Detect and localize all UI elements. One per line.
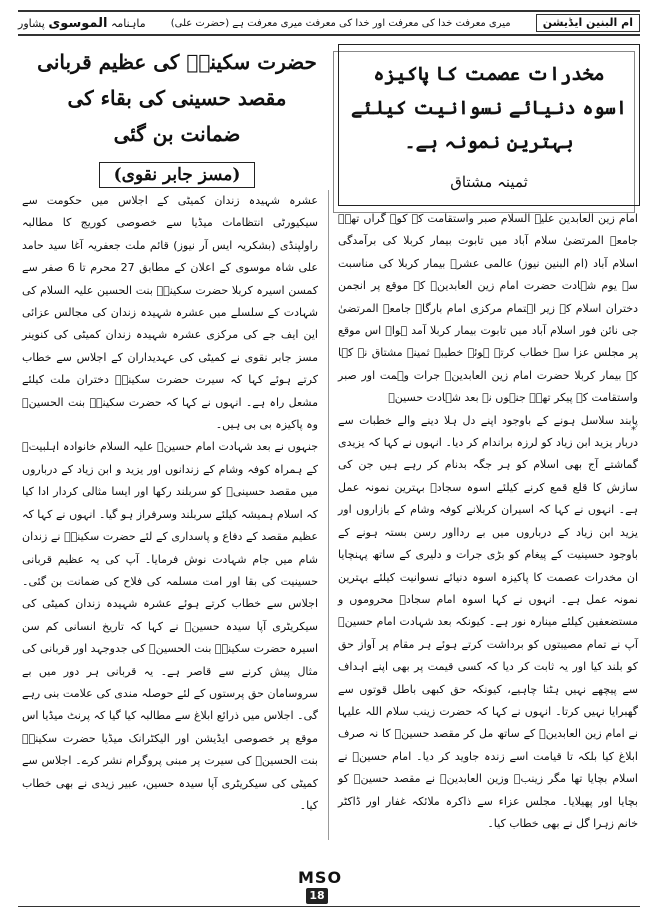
right-article-body	[338, 208, 638, 835]
footer-rule	[18, 906, 640, 907]
footer-logo: MSO	[298, 868, 343, 887]
magazine-page	[18, 10, 640, 910]
right-paragraph: امام زین العابدین علیہ السلام صبر واستقامت کے کوہ گراں تھے۔ جامعۃ المرتضیٰ سلام آباد میں تابوت بیمار کربلا کی برآمدگی اسلام آباد (ام البنین نیوز) عالمی عشرہ بیمار کربلا کی مناسبت سے یوم شہادت حضرت امام زین العابدینؑ کے موقع پر انجمن دختران اسلام کے زیر اہتمام مرکزی امام بارگاہ جامعۃ المرتضیٰ جی نائن فور اسلام آباد میں تابوت بیمار کربلا آمد ہوا۔ اس موقع پر مجلس عزا سے خطاب کرتے ہوئے خطیبہ ثمینہ مشتاق نے کہا کہ بیمار کربلا حضرت امام زین العابدینؑ جرات وہمت اور صبر واستقامت کے پیکر تھے۔ جنہوں نے بعد شہادت حسینؑ	[338, 212, 638, 405]
page-footer	[18, 868, 640, 908]
right-article-headline-box	[338, 44, 640, 206]
magazine-title	[18, 16, 146, 31]
magazine-city: پشاور	[18, 16, 45, 30]
magazine-prefix: ماہنامہ	[110, 16, 146, 30]
right-article-title: مخدرات عصمت کا پاکیزہ اسوہ دنیائے نسوانیت کیلئے بہترین نمونہ ہے۔	[351, 63, 627, 153]
right-article-author: ثمینہ مشتاق	[450, 173, 528, 191]
magazine-name: الموسوی	[48, 15, 108, 31]
left-paragraph: جنہوں نے بعد شہادت امام حسینؑ علیہ السلام خانوادہ اہلبیتؑ کے ہمراہ کوفہ وشام کے زندانوں اور یزید و ابن زیاد کے درباروں میں مقصد حسینیؑ کو سربلند رکھا اور ایسا مثالی کردار ادا کیا کہ اسلام ہمیشہ کیلئے سربلند وسرفراز ہو گیا۔ انہوں نے کہا کہ عظیم مقصد کے دفاع و پاسداری کے لئے حضرت سکینہؑ نے زندان شام میں جام شہادت نوش فرمایا۔ آپ کی یہ عظیم قربانی حسینیت کی بقا اور امت مسلمہ کی فلاح کی ضمانت بن گئی۔ اجلاس سے خطاب کرتے ہوئے عشرہ شہیدہ زندان کمیٹی کی سیکریٹری آپا سیدہ حسینؑ نے کہا کہ تاریخ انسانی کم سن اسیرہ حضرت سکینہؑ بنت الحسینؑ کی جدوجہد اور قربانی کی مثال پیش کرنے سے قاصر ہے۔ یہ قربانی ہر دور میں بے سروسامان حق پرستوں کے لئے حوصلہ مندی کی علامت بنی رہے گی۔ اجلاس میں ذرائع ابلاغ سے مطالبہ کیا گیا کہ پرنٹ میڈیا اس موقع پر خصوصی ایڈیشن اور الیکٹرانک میڈیا حضرت سکینہؑ بنت الحسینؑ کی سیرت پر مبنی پروگرام نشر کرے۔ اجلاس سے کمیٹی کی سیکریٹری آپا سیدہ حسین، عبیر زیدی نے بھی خطاب کیا۔	[22, 440, 318, 812]
page-number: 18	[306, 888, 328, 904]
left-paragraph: عشرہ شہیدہ زندان کمیٹی کے اجلاس میں حکومت سے سیکیورٹی انتظامات میڈیا سے خصوصی کوریج کا مطالبہ راولپنڈی (بشکریہ ایس آر نیوز) قائم ملت جعفریہ آغا سید حامد علی شاہ موسوی کے اعلان کے مطابق 27 محرم تا 6 صفر سے کمسن اسیرہ کربلا حضرت سکینہؑ بنت الحسین علیہ السلام کی شہادت کے سلسلے میں عشرہ شہیدہ زندان کی مجالس عزائی این ایف جے کی مرکزی عشرہ شہیدہ زندان کمیٹی کی کنوینر مسز جابر نقوی نے کمیٹی کی عہدیداران کے اجلاس سے خطاب کرتے ہوئے کہا کہ سیرت حضرت سکینہؑ دختران ملت کیلئے مشعل راہ ہے۔ انہوں نے کہا کہ حضرت سکینہؑ بنت الحسینؑ وہ پاکیزہ بی بی ہیں۔	[22, 194, 318, 432]
column-divider	[328, 190, 329, 840]
left-article-title: حضرت سکینہؑ کی عظیم قربانی مقصد حسینی کی بقاء کی ضمانت بن گئی	[37, 50, 317, 146]
left-article-author: (مسز جابر نقوی)	[99, 162, 256, 188]
left-article-headline	[36, 44, 318, 188]
header-quote: میری معرفت خدا کی معرفت اور خدا کی معرفت میری معرفت ہے (حضرت علی)	[170, 17, 511, 29]
asterisk-marker: *	[631, 425, 636, 436]
right-paragraph: پابند سلاسل ہونے کے باوجود اپنے دل ہلا دینے والے خطبات سے دربار یزید ابن زیاد کو لرزہ براندام کر دیا۔ انہوں نے کہا کہ یزیدی گماشتے آج بھی اسلام کو ہر جگہ بدنام کر رہے ہیں جن کی سازش کا قلع قمع کرنے کیلئے اسوہ سجادؑ بہترین نمونہ عمل ہے۔ انہوں نے کہا کہ اسیران کربلانے کوفہ وشام کے بازاروں اور یزید ابن زیاد کے درباروں میں بے ردااور رسن بستہ ہونے کے باوجود حسینیت کے پیغام کو بڑی جرات و دلیری کے ساتھ پہنچایا ان مخدرات عصمت کا پاکیزہ اسوہ دنیائے نسوانیت کیلئے بہترین نمونہ عمل ہے۔ انہوں نے کہا اسوہ امام سجادؑ محروموں و مستضعفین کیلئے مینارہ نور ہے۔ کیونکہ بعد شہادت امام حسینؑ آپ نے تمام مصیبتوں کو برداشت کرتے ہوئے ہر مقام پر آواز حق کو بلند کیا اور یہ ثابت کر دیا کہ کسی قیمت پر بھی اپنے اہداف سے پیچھے نہیں ہٹنا چاہیے، کیونکہ حق کبھی باطل قوتوں سے گھبرایا نہیں کرتا۔ انہوں نے کہا کہ حضرت زینب سلام اللہ علیہا نے امام زین العابدینؑ کے ساتھ مل کر مقصد حسینؑ کا نہ صرف ابلاغ کیا بلکہ تا قیامت اسے زندہ جاوید کر دیا۔ امام حسینؑ نے اسلام بچایا تھا مگر زینبؑ وزین العابدینؑ نے مقصد حسینؑ کو بچایا اور پھیلایا۔ مجلس عزاء سے ذاکرہ ملائکہ غفار اور ڈاکٹر خانم زہرا گل نے بھی خطاب کیا۔	[338, 413, 638, 830]
edition-label: ام البنین ایڈیشن	[536, 14, 640, 32]
page-header	[18, 10, 640, 36]
left-article-body	[22, 190, 318, 817]
